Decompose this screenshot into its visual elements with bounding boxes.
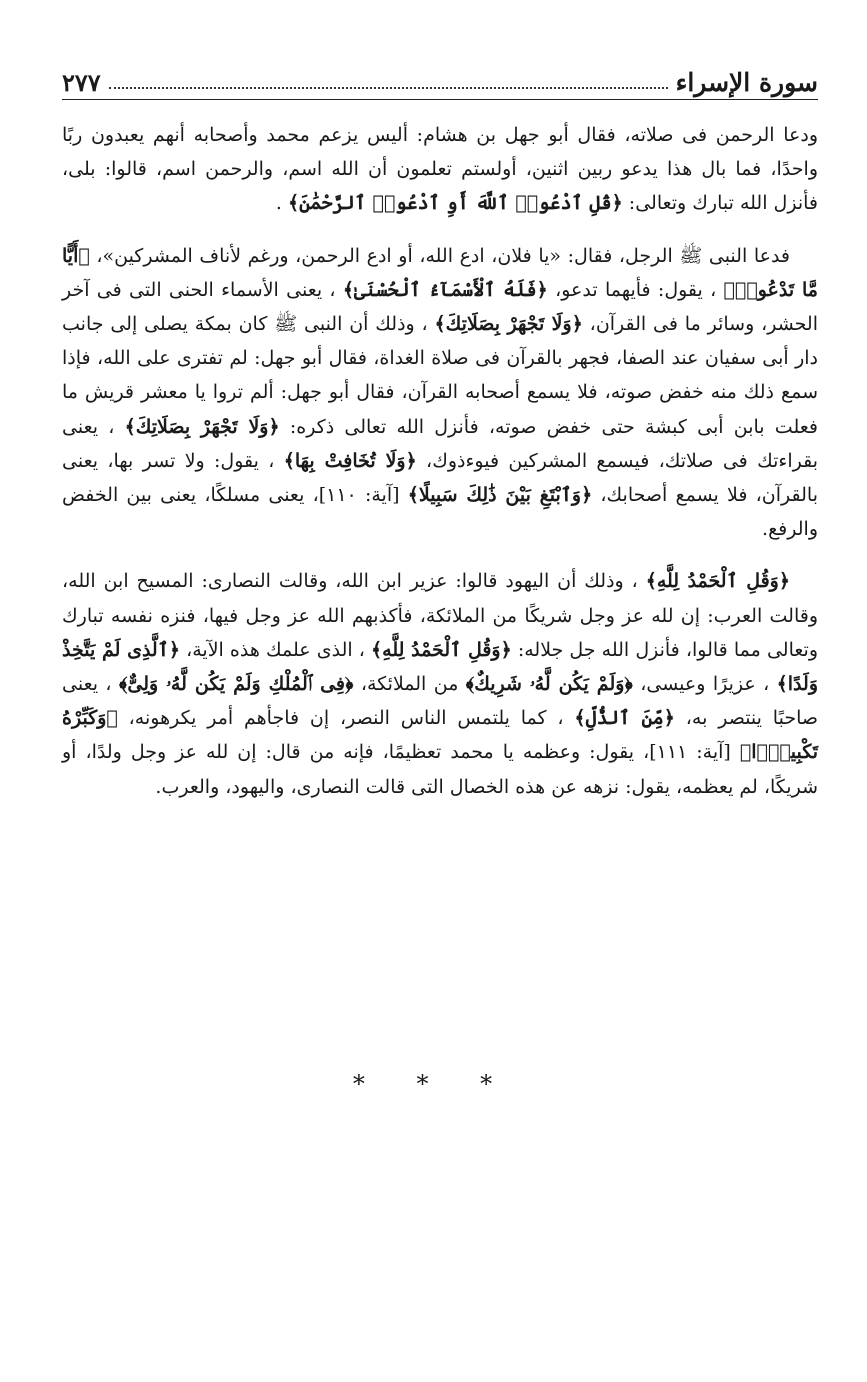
quran-quote: ﴿وَٱبْتَغِ بَيْنَ ذَٰلِكَ سَبِيلًا﴾: [407, 484, 593, 507]
quran-quote: ﴿وَلَا تَجْهَرْ بِصَلَاتِكَ﴾: [124, 415, 280, 438]
surah-title: سورة الإسراء: [675, 68, 818, 97]
paragraph-text: ، وذلك أن النبى ﷺ كان بمكة يصلى إلى جانب دار أبى سفيان عند الصفا، فجهر بالقرآن فى صلاة الغداة، فقال أبو جهل: لم تفترى على الله، فإذا سمع ذلك منه خفض صوته، فلا يسمع أصحابه القرآن، فقال أبو جهل: ألم تروا يا معشر قريش ما فعلت بابن أبى كبشة حتى خفض صوته، فأنزل الله تعالى ذكره:: [62, 313, 818, 438]
paragraph-text: ، يعنى صاحبًا ينتصر به،: [62, 673, 818, 730]
section-divider: * * *: [352, 1070, 515, 1098]
paragraph-text: ، كما يلتمس الناس النصر، إن فاجأهم أمر يكرهونه،: [117, 707, 575, 730]
page-number: ٢٧٧: [62, 68, 101, 97]
paragraph-text: ، يعنى بقراءتك فى صلاتك، فيسمع المشركين فيوءذوك،: [62, 415, 818, 472]
paragraph-1: [62, 118, 818, 221]
paragraph-text: ، عزيرًا وعيسى،: [632, 673, 777, 696]
quran-quote: ﴿أَيًّا مَّا تَدْعُوا۟﴾: [62, 244, 818, 301]
paragraph-text: من الملائكة،: [353, 673, 466, 696]
paragraph-text: فدعا النبى ﷺ الرجل، فقال: «يا فلان، ادع الله، أو ادع الرحمن، ورغم لأناف المشركين»،: [89, 244, 790, 267]
paragraph-text: ، يقول: ولا تسر بها، يعنى بالقرآن، فلا يسمع أصحابك،: [62, 449, 818, 507]
quran-quote: ﴿ٱلَّذِى لَمْ يَتَّخِذْ وَلَدًا﴾: [62, 638, 818, 696]
paragraph-text: ، الذى علمك هذه الآية،: [179, 638, 372, 661]
quran-quote: ﴿مِّنَ ٱلذُّلِّ﴾: [574, 707, 675, 730]
quran-quote: ﴿وَقُلِ ٱلْحَمْدُ لِلَّهِ﴾: [371, 638, 512, 661]
paragraph-text: ودعا الرحمن فى صلاته، فقال أبو جهل بن هشام: أليس يزعم محمد وأصحابه أنهم يعبدون ربًا واحدًا، فما بال هذا يدعو ربين اثنين، أولستم تعلمون أن الله اسم، والرحمن اسم، قالوا: بلى، فأنزل الله تبارك وتعالى:: [62, 124, 818, 215]
leader-dots: [109, 86, 668, 89]
quran-quote: ﴿وَكَبِّرْهُ تَكْبِيرًۢا﴾: [62, 707, 818, 764]
paragraph-2: [62, 239, 818, 547]
quran-quote: ﴿وَلَا تَجْهَرْ بِصَلَاتِكَ﴾: [434, 313, 583, 336]
paragraph-text: ، يعنى الأسماء الحنى التى فى آخر الحشر، وسائر ما فى القرآن،: [62, 278, 819, 336]
paragraph-text: ، وذلك أن اليهود قالوا: عزير ابن الله، وقالت النصارى: المسيح ابن الله، وقالت العرب: إن لله عز وجل شريكًا من الملائكة، فأكذبهم الله عز وجل فيها، فنزه نفسه تبارك وتعالى مما قالوا، فأنزل الله جل جلاله:: [62, 570, 818, 661]
paragraph-text: .: [275, 192, 288, 215]
paragraph-text: [آية: ١١١]، يقول: وعظمه يا محمد تعظيمًا، فإنه من قال: إن لله عز وجل ولدًا، أو شريكًا، لم يعظمه، يقول: نزهه عن هذه الخصال التى قالت النصارى، واليهود، والعرب.: [62, 741, 818, 798]
paragraph-text: [آية: ١١٠]، يعنى مسلكًا، يعنى بين الخفض والرفع.: [62, 484, 818, 541]
quran-quote: ﴿وَلَا تُخَافِتْ بِهَا﴾: [283, 449, 417, 472]
paragraph-text: ، يقول: فأيهما تدعو،: [547, 278, 724, 301]
quran-quote: ﴿وَلَمْ يَكُن لَّهُۥ شَرِيكٌ﴾: [465, 673, 633, 696]
body-text: [62, 118, 818, 822]
quran-quote: ﴿وَقُلِ ٱلْحَمْدُ لِلَّهِ﴾: [645, 570, 790, 593]
paragraph-3: [62, 564, 818, 803]
quran-quote: ﴿فَلَهُ ٱلْأَسْمَآءُ ٱلْحُسْنَىٰ﴾: [342, 278, 548, 301]
quran-quote: ﴿فِى ٱلْمُلْكِ وَلَمْ يَكُن لَّهُۥ وَلِىٌّ﴾: [118, 673, 354, 696]
quran-quote: ﴿قُلِ ٱدْعُوا۟ ٱللَّهَ أَوِ ٱدْعُوا۟ ٱلرَّحْمَٰنَ﴾: [288, 192, 623, 215]
running-header: [62, 60, 818, 100]
